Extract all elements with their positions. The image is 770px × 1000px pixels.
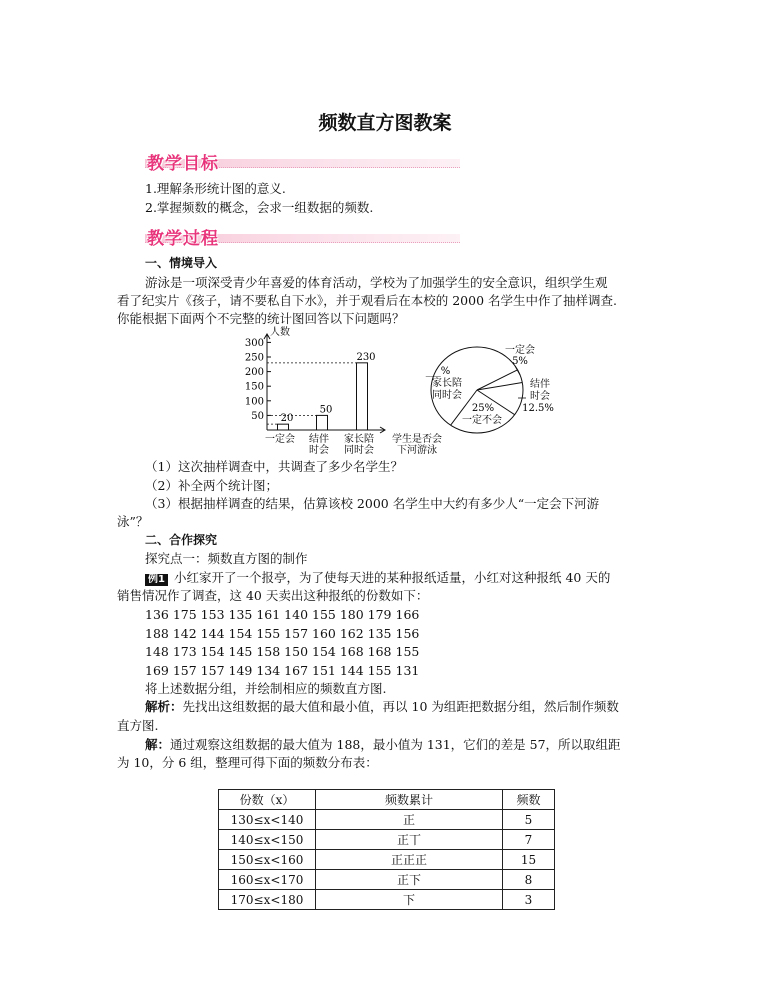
solution-label: 解： (145, 737, 171, 752)
section-heading: 一、情境导入 (145, 256, 218, 270)
data-label: 20 (280, 413, 294, 425)
table-header-row (219, 790, 555, 810)
pie-label: 家长陪 (432, 378, 462, 389)
pie-chart (420, 340, 560, 440)
example-line (145, 570, 610, 586)
goal-item: 1.理解条形统计图的意义. (145, 181, 286, 196)
y-tick-label: 300 (244, 337, 264, 349)
x-tick-label: 结伴 (309, 434, 329, 445)
table-cell: 15 (503, 850, 555, 870)
x-axis-label: 学生是否会 (392, 434, 442, 445)
table-cell: 5 (503, 810, 555, 830)
solution-line (145, 737, 621, 752)
table-cell: 正丅 (316, 830, 503, 850)
paragraph-line: 你能根据下面两个不完整的统计图回答以下问题吗？ (117, 311, 405, 326)
pie-label: 一定不会 (462, 415, 502, 426)
table-cell: 140≤x<150 (219, 830, 316, 850)
solution-text: 通过观察这组数据的最大值为 188，最小值为 131，它们的差是 57，所以取组距 (170, 737, 621, 752)
data-row: 188 142 144 154 155 157 160 162 135 156 (145, 626, 420, 641)
y-axis-label: 人数 (270, 327, 290, 338)
y-tick-label: 250 (244, 352, 264, 364)
table-cell: 正下 (316, 870, 503, 890)
table-cell: 3 (503, 890, 555, 910)
x-tick-label: 时会 (309, 445, 329, 456)
pie-percent: 25% (471, 403, 495, 414)
question: （1）这次抽样调查中，共调查了多少名学生？ (145, 459, 403, 474)
x-axis-label: 下河游泳 (397, 445, 437, 456)
example-text: 小红家开了一个报亭，为了使每天进的某种报纸适量，小红对这种报纸 40 天的 (173, 570, 611, 585)
table-cell: 正 (316, 810, 503, 830)
analysis-text: 先找出这组数据的最大值和最小值，再以 10 为组距把数据分组，然后制作频数 (182, 699, 619, 714)
page-title: 频数直方图教案 (318, 112, 452, 134)
paragraph-line: 看了纪实片《孩子，请不要私自下水》，并于观看后在本校的 2000 名学生中作了抽样调查. (117, 293, 617, 308)
table-cell: 7 (503, 830, 555, 850)
bar (317, 415, 328, 430)
data-row: 169 157 157 149 134 167 151 144 155 131 (145, 663, 420, 678)
x-tick-label: 同时会 (344, 445, 374, 456)
table-row (219, 850, 555, 870)
table-cell: 130≤x<140 (219, 810, 316, 830)
analysis-line (145, 699, 619, 714)
data-label: 50 (319, 404, 333, 416)
table-row (219, 830, 555, 850)
question: （3）根据抽样调查的结果，估算该校 2000 名学生中大约有多少人“一定会下河游 (145, 496, 600, 511)
example-line: 销售情况作了调查，这 40 天卖出这种报纸的份数如下： (117, 588, 429, 603)
table-cell: 150≤x<160 (219, 850, 316, 870)
table-header: 频数 (503, 790, 555, 810)
pie-label: 一定会 (505, 345, 535, 356)
banner-label: 教学过程 (147, 229, 219, 249)
paragraph-line: 游泳是一项深受青少年喜爱的体育活动，学校为了加强学生的安全意识，组织学生观 (145, 275, 608, 290)
table-header: 份数（x） (219, 790, 316, 810)
table-row (219, 890, 555, 910)
pie-label: 结伴 (530, 379, 550, 390)
goal-item: 2.掌握频数的概念，会求一组数据的频数. (145, 200, 374, 215)
section-banner-goals (145, 150, 460, 174)
table-row (219, 810, 555, 830)
x-tick-label: 一定会 (265, 434, 295, 445)
section-banner-process (145, 225, 460, 249)
y-tick-label: 200 (244, 367, 264, 379)
pie-percent: 5% (512, 356, 528, 367)
frequency-table (218, 789, 555, 910)
table-cell: 下 (316, 890, 503, 910)
analysis-label: 解析： (145, 699, 183, 714)
solution-line: 为 10，分 6 组，整理可得下面的频数分布表： (117, 755, 378, 770)
table-cell: 170≤x<180 (219, 890, 316, 910)
bar (278, 424, 289, 430)
bar (357, 363, 368, 430)
y-tick-label: 100 (244, 396, 264, 408)
subsection-heading: 探究点一：频数直方图的制作 (145, 551, 308, 566)
y-tick-label: 150 (244, 381, 264, 393)
pie-label: 同时会 (432, 390, 462, 401)
table-cell: 正正正 (316, 850, 503, 870)
table-row (219, 870, 555, 890)
pie-percent: ___% (425, 366, 451, 377)
table-cell: 8 (503, 870, 555, 890)
banner-label: 教学目标 (147, 154, 219, 174)
data-row: 148 173 154 145 158 150 154 168 168 155 (145, 644, 420, 659)
section-heading: 二、合作探究 (145, 533, 218, 547)
question: 泳”？ (117, 514, 149, 529)
table-header: 频数累计 (316, 790, 503, 810)
analysis-line: 直方图. (117, 718, 159, 733)
example-badge: 例1 (145, 574, 168, 586)
pie-label: 时会 (530, 391, 550, 402)
y-tick-label: 50 (251, 410, 264, 422)
question: （2）补全两个统计图； (145, 478, 278, 493)
data-label: 230 (356, 351, 376, 363)
x-tick-label: 家长陪 (344, 434, 374, 445)
task-line: 将上述数据分组，并绘制相应的频数直方图. (145, 681, 387, 696)
data-row: 136 175 153 135 161 140 155 180 179 166 (145, 607, 420, 622)
table-cell: 160≤x<170 (219, 870, 316, 890)
pie-percent: 12.5% (522, 403, 554, 414)
